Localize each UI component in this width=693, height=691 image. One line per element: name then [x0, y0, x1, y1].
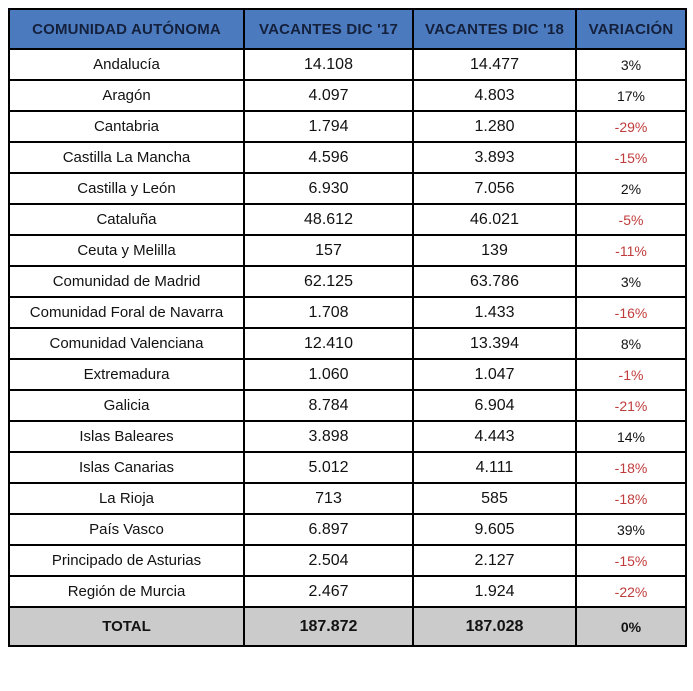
cell-comunidad: Comunidad Foral de Navarra: [9, 297, 244, 328]
table-row: [9, 266, 686, 297]
table-row: [9, 49, 686, 80]
table-row: [9, 514, 686, 545]
cell-vacantes-dic-18: 46.021: [413, 204, 576, 235]
cell-comunidad: Cantabria: [9, 111, 244, 142]
cell-vacantes-dic-18: 139: [413, 235, 576, 266]
table-row: [9, 452, 686, 483]
cell-vacantes-dic-18: 4.111: [413, 452, 576, 483]
cell-vacantes-dic-17: 8.784: [244, 390, 413, 421]
cell-comunidad: Castilla y León: [9, 173, 244, 204]
cell-variacion: -21%: [576, 390, 686, 421]
cell-vacantes-dic-17: 5.012: [244, 452, 413, 483]
total-vacantes-dic-18: 187.028: [413, 607, 576, 646]
table-row: [9, 111, 686, 142]
table-row: [9, 142, 686, 173]
cell-variacion: 17%: [576, 80, 686, 111]
cell-variacion: -15%: [576, 545, 686, 576]
cell-comunidad: Principado de Asturias: [9, 545, 244, 576]
cell-vacantes-dic-18: 63.786: [413, 266, 576, 297]
cell-variacion: -18%: [576, 483, 686, 514]
cell-vacantes-dic-17: 2.467: [244, 576, 413, 607]
cell-comunidad: La Rioja: [9, 483, 244, 514]
cell-vacantes-dic-17: 713: [244, 483, 413, 514]
cell-vacantes-dic-18: 14.477: [413, 49, 576, 80]
cell-vacantes-dic-18: 2.127: [413, 545, 576, 576]
vacancies-table: [8, 8, 687, 647]
table-row: [9, 545, 686, 576]
cell-vacantes-dic-17: 4.596: [244, 142, 413, 173]
cell-variacion: -1%: [576, 359, 686, 390]
cell-vacantes-dic-17: 14.108: [244, 49, 413, 80]
cell-vacantes-dic-17: 1.708: [244, 297, 413, 328]
cell-variacion: -16%: [576, 297, 686, 328]
table-row: [9, 328, 686, 359]
cell-vacantes-dic-18: 4.443: [413, 421, 576, 452]
cell-comunidad: Ceuta y Melilla: [9, 235, 244, 266]
header-variacion: VARIACIÓN: [576, 9, 686, 49]
cell-comunidad: Islas Canarias: [9, 452, 244, 483]
cell-comunidad: Región de Murcia: [9, 576, 244, 607]
table-row: [9, 297, 686, 328]
total-variacion: 0%: [576, 607, 686, 646]
cell-comunidad: País Vasco: [9, 514, 244, 545]
cell-vacantes-dic-18: 1.924: [413, 576, 576, 607]
cell-comunidad: Andalucía: [9, 49, 244, 80]
cell-variacion: -15%: [576, 142, 686, 173]
cell-comunidad: Aragón: [9, 80, 244, 111]
cell-comunidad: Comunidad Valenciana: [9, 328, 244, 359]
cell-vacantes-dic-17: 2.504: [244, 545, 413, 576]
cell-comunidad: Galicia: [9, 390, 244, 421]
cell-vacantes-dic-18: 1.433: [413, 297, 576, 328]
table-row: [9, 483, 686, 514]
cell-variacion: 3%: [576, 49, 686, 80]
cell-variacion: -29%: [576, 111, 686, 142]
cell-variacion: -11%: [576, 235, 686, 266]
cell-vacantes-dic-17: 6.930: [244, 173, 413, 204]
cell-variacion: 2%: [576, 173, 686, 204]
cell-vacantes-dic-17: 62.125: [244, 266, 413, 297]
table-row: [9, 235, 686, 266]
cell-vacantes-dic-18: 9.605: [413, 514, 576, 545]
total-vacantes-dic-17: 187.872: [244, 607, 413, 646]
header-vacantes-dic-18: VACANTES DIC '18: [413, 9, 576, 49]
table-row: [9, 173, 686, 204]
cell-vacantes-dic-17: 4.097: [244, 80, 413, 111]
cell-variacion: 39%: [576, 514, 686, 545]
cell-comunidad: Extremadura: [9, 359, 244, 390]
cell-comunidad: Comunidad de Madrid: [9, 266, 244, 297]
header-row: [9, 9, 686, 49]
cell-vacantes-dic-17: 6.897: [244, 514, 413, 545]
cell-vacantes-dic-17: 1.060: [244, 359, 413, 390]
cell-vacantes-dic-17: 48.612: [244, 204, 413, 235]
table-row: [9, 576, 686, 607]
cell-vacantes-dic-18: 7.056: [413, 173, 576, 204]
table-row: [9, 204, 686, 235]
cell-vacantes-dic-18: 1.047: [413, 359, 576, 390]
cell-comunidad: Islas Baleares: [9, 421, 244, 452]
table-row: [9, 359, 686, 390]
cell-vacantes-dic-18: 585: [413, 483, 576, 514]
header-vacantes-dic-17: VACANTES DIC '17: [244, 9, 413, 49]
cell-comunidad: Cataluña: [9, 204, 244, 235]
cell-variacion: -5%: [576, 204, 686, 235]
cell-vacantes-dic-18: 6.904: [413, 390, 576, 421]
cell-vacantes-dic-18: 4.803: [413, 80, 576, 111]
header-comunidad-autonoma: COMUNIDAD AUTÓNOMA: [9, 9, 244, 49]
cell-variacion: -18%: [576, 452, 686, 483]
table-body: [9, 49, 686, 607]
cell-variacion: 14%: [576, 421, 686, 452]
table-row: [9, 80, 686, 111]
cell-vacantes-dic-17: 157: [244, 235, 413, 266]
cell-variacion: 8%: [576, 328, 686, 359]
cell-vacantes-dic-17: 1.794: [244, 111, 413, 142]
cell-vacantes-dic-18: 13.394: [413, 328, 576, 359]
table-row: [9, 390, 686, 421]
total-row: [9, 607, 686, 646]
cell-vacantes-dic-18: 3.893: [413, 142, 576, 173]
cell-comunidad: Castilla La Mancha: [9, 142, 244, 173]
table-row: [9, 421, 686, 452]
total-label: TOTAL: [9, 607, 244, 646]
cell-variacion: -22%: [576, 576, 686, 607]
cell-vacantes-dic-18: 1.280: [413, 111, 576, 142]
cell-vacantes-dic-17: 12.410: [244, 328, 413, 359]
cell-vacantes-dic-17: 3.898: [244, 421, 413, 452]
cell-variacion: 3%: [576, 266, 686, 297]
